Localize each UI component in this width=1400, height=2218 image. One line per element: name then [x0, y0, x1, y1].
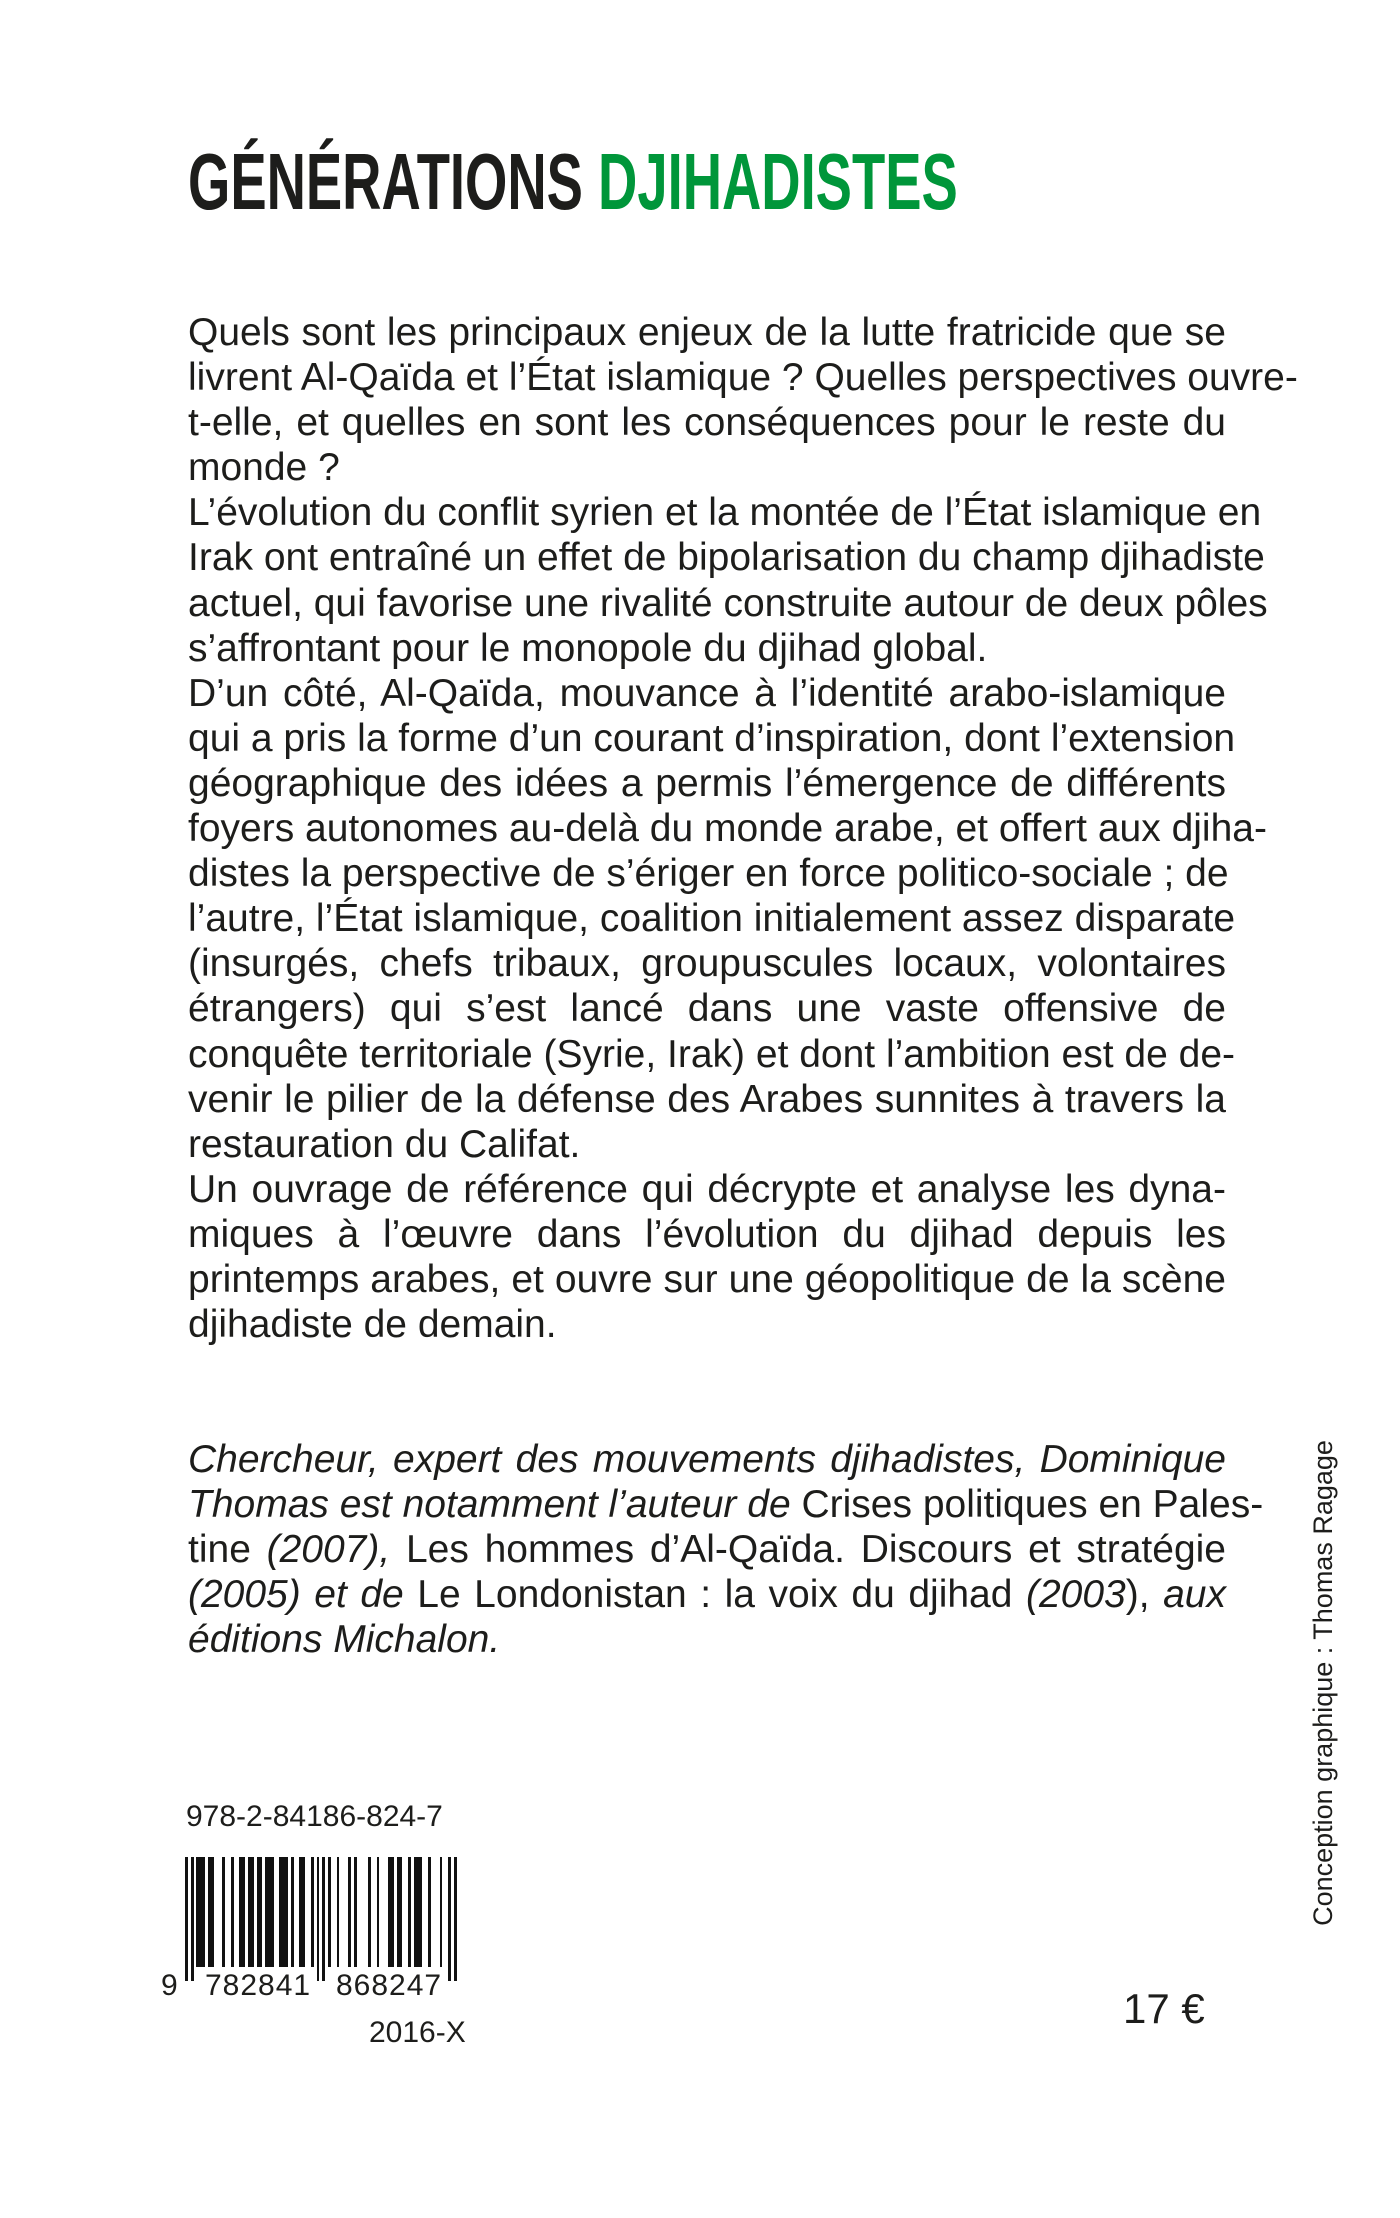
barcode-bar	[317, 1857, 320, 1981]
description-line: L’évolution du conflit syrien et la montée de l’État islamique en	[188, 491, 1262, 535]
description-line: D’un côté, Al-Qaïda, mouvance à l’identité arabo-islamique	[188, 671, 1226, 715]
description-line: Irak ont entraîné un effet de bipolarisation du champ djihadiste	[188, 536, 1265, 580]
bio-line	[188, 1617, 1226, 1662]
barcode-bar	[222, 1857, 225, 1967]
description-line: s’affrontant pour le monopole du djihad global.	[188, 626, 988, 670]
description-line: printemps arabes, et ouvre sur une géopolitique de la scène	[188, 1257, 1226, 1301]
barcode-bar	[265, 1857, 274, 1967]
bio-title-text: Les hommes d’Al-Qaïda. Discours et stratégie	[405, 1528, 1226, 1572]
barcode-bar	[328, 1857, 331, 1967]
barcode-bar	[368, 1857, 371, 1967]
barcode-bar	[337, 1857, 340, 1967]
barcode-bar	[377, 1857, 380, 1967]
barcode-bar	[239, 1857, 245, 1967]
bio-italic-text: Thomas est notamment l’auteur de	[188, 1483, 802, 1527]
barcode-right-digits: 868247	[336, 1969, 443, 2002]
barcode-bar	[322, 1857, 325, 1981]
barcode-bar	[279, 1857, 288, 1967]
description-line: conquête territoriale (Syrie, Irak) et dont l’ambition est de de-	[188, 1032, 1236, 1076]
design-credit: Conception graphique : Thomas Ragage	[1308, 1440, 1338, 1926]
bio-italic-text: (2005) et de	[188, 1573, 418, 1617]
description-line: miques à l’œuvre dans l’évolution du djihad depuis les	[188, 1212, 1226, 1256]
description-line: actuel, qui favorise une rivalité construite autour de deux pôles	[188, 581, 1268, 625]
bio-title-text: Le Londonistan : la voix du djihad	[417, 1573, 1026, 1617]
barcode-bar	[185, 1857, 188, 1981]
barcode-bar	[388, 1857, 394, 1967]
bio-italic-text: éditions Michalon.	[188, 1618, 501, 1662]
title-part2: DJIHADISTES	[598, 137, 958, 226]
bio-italic-text: Chercheur, expert des mouvements djihadistes, Dominique	[188, 1438, 1226, 1481]
book-description	[188, 310, 1298, 1347]
barcode-bar	[299, 1857, 305, 1967]
barcode-left-digits: 782841	[205, 1969, 312, 2002]
description-line: (insurgés, chefs tribaux, groupuscules locaux, volontaires	[188, 942, 1226, 986]
price: 17 €	[1123, 1985, 1205, 2032]
bio-title-text: Crises politiques en Pales-	[801, 1483, 1264, 1527]
description-line: Un ouvrage de référence qui décrypte et analyse les dyna-	[188, 1167, 1226, 1211]
barcode-bar	[354, 1857, 357, 1967]
bio-italic-text: aux	[1163, 1573, 1226, 1617]
description-line: Quels sont les principaux enjeux de la lutte fratricide que se	[188, 311, 1226, 354]
description-line: distes la perspective de s’ériger en force politico-sociale ; de	[188, 852, 1229, 896]
barcode-bar	[414, 1857, 423, 1967]
bio-line	[188, 1527, 1226, 1572]
barcode-bar	[248, 1857, 254, 1967]
bio-title-text: tine	[188, 1528, 267, 1572]
barcode-bar	[191, 1857, 194, 1981]
barcode-bar	[428, 1857, 431, 1967]
description-line: venir le pilier de la défense des Arabes sunnites à travers la	[188, 1077, 1226, 1121]
description-line: livrent Al-Qaïda et l’État islamique ? Quelles perspectives ouvre-	[188, 356, 1298, 400]
barcode-bar	[208, 1857, 214, 1967]
book-title	[188, 137, 958, 226]
bio-title-text: ),	[1125, 1573, 1164, 1617]
description-line: étrangers) qui s’est lancé dans une vaste offensive de	[188, 987, 1226, 1031]
barcode-bar	[196, 1857, 205, 1967]
edition-code: 2016-X	[369, 2016, 466, 2049]
description-line: monde ?	[188, 446, 340, 490]
description-line: restauration du Califat.	[188, 1122, 581, 1166]
isbn-number: 978-2-84186-824-7	[186, 1800, 443, 1833]
barcode-bar	[448, 1857, 451, 1981]
barcode-bar	[454, 1857, 457, 1981]
bio-italic-text: (2007),	[266, 1528, 406, 1572]
description-line: djihadiste de demain.	[188, 1303, 557, 1347]
barcode-bar	[348, 1857, 351, 1967]
bio-line	[188, 1482, 1264, 1527]
description-line: foyers autonomes au-delà du monde arabe, et offert aux djiha-	[188, 807, 1267, 851]
barcode-bar	[231, 1857, 234, 1967]
barcode-bar	[397, 1857, 403, 1967]
description-line: l’autre, l’État islamique, coalition initialement assez disparate	[188, 897, 1236, 941]
author-bio	[188, 1437, 1264, 1662]
barcode-bar	[440, 1857, 443, 1967]
bio-line	[188, 1437, 1226, 1482]
bio-line	[188, 1572, 1226, 1617]
barcode-bar	[291, 1857, 294, 1967]
description-line: t-elle, et quelles en sont les conséquences pour le reste du	[188, 401, 1226, 445]
barcode-bar	[311, 1857, 314, 1967]
title-part1: GÉNÉRATIONS	[188, 137, 583, 226]
description-line: géographique des idées a permis l’émergence de différents	[188, 761, 1226, 805]
barcode-first-digit: 9	[161, 1969, 179, 2002]
bio-italic-text: (2003	[1025, 1573, 1126, 1617]
barcode-bar	[257, 1857, 263, 1967]
description-line: qui a pris la forme d’un courant d’inspiration, dont l’extension	[188, 716, 1236, 760]
barcode-bar	[408, 1857, 411, 1967]
